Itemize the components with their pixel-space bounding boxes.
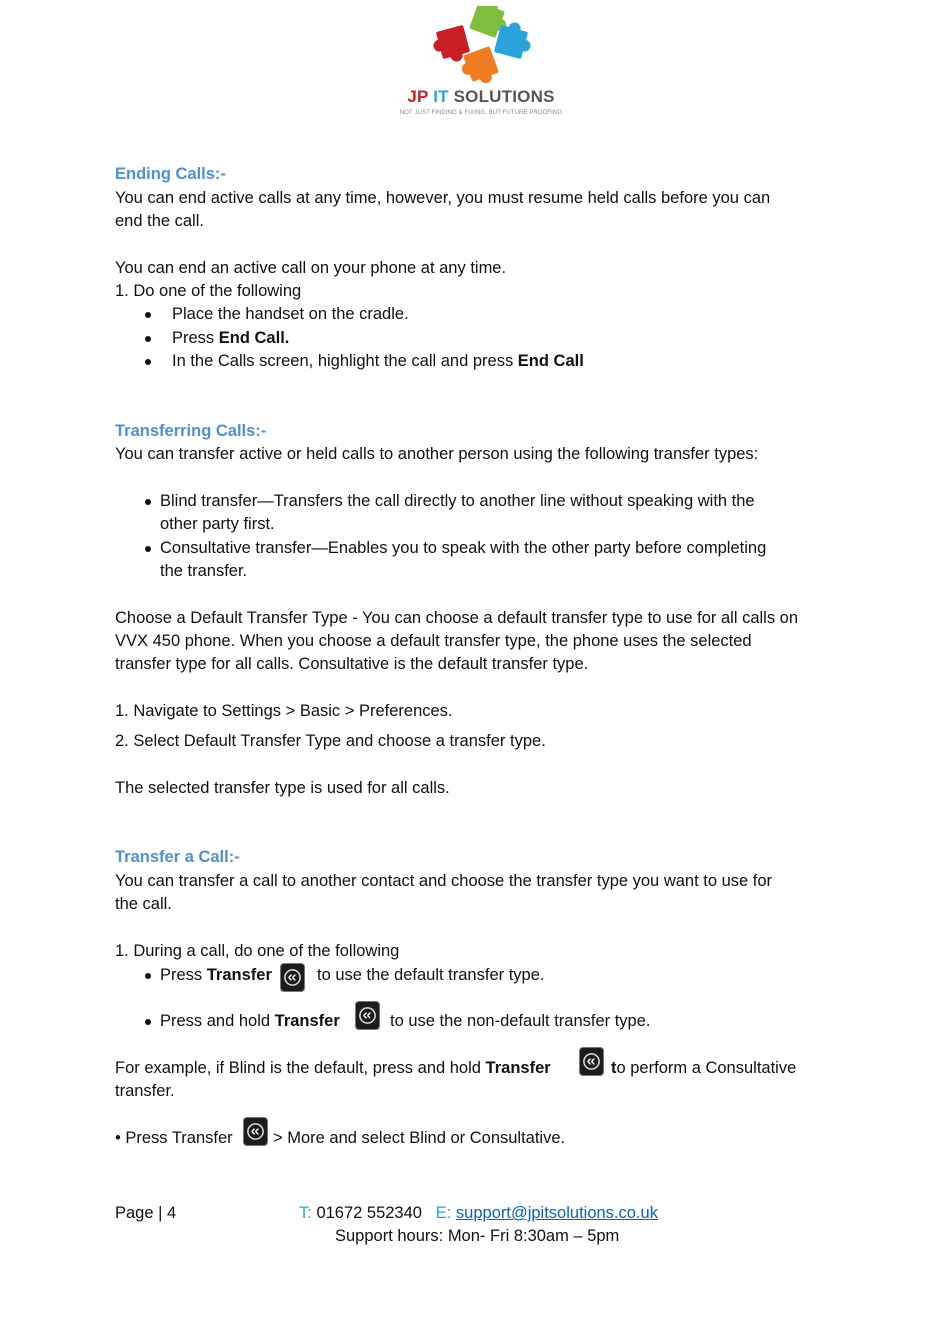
bullet-dot bbox=[145, 973, 151, 979]
bullet-dot bbox=[145, 499, 151, 505]
bullet-item bbox=[145, 303, 151, 326]
bullet-text: to use the non-default transfer type. bbox=[390, 1012, 651, 1030]
bullet-item bbox=[145, 1010, 151, 1033]
bullet-text: Place the handset on the cradle. bbox=[172, 305, 409, 323]
puzzle-logo-icon bbox=[433, 6, 533, 86]
paragraph: You can end an active call on your phone at any time. bbox=[115, 259, 507, 277]
paragraph-line: • Press Transfer bbox=[115, 1129, 233, 1147]
paragraph-line: end the call. bbox=[115, 212, 204, 230]
bullet-item bbox=[145, 490, 151, 513]
transfer-icon bbox=[579, 1047, 604, 1076]
bullet-item bbox=[145, 964, 151, 987]
paragraph: The selected transfer type is used for all calls. bbox=[115, 779, 450, 797]
step-item: 1. Navigate to Settings > Basic > Preferences. bbox=[115, 702, 453, 720]
heading-ending-calls: Ending Calls:- bbox=[115, 165, 226, 183]
bullet-text: the transfer. bbox=[160, 562, 248, 580]
paragraph-line: You can end active calls at any time, however, you must resume held calls before you can bbox=[115, 189, 771, 207]
bullet-item bbox=[145, 327, 151, 350]
transfer-icon bbox=[243, 1117, 268, 1146]
paragraph-line: VVX 450 phone. When you choose a default transfer type, the phone uses the selected bbox=[115, 632, 752, 650]
paragraph-line: You can transfer a call to another contact and choose the transfer type you want to use for bbox=[115, 872, 773, 890]
paragraph: You can transfer active or held calls to another person using the following transfer types: bbox=[115, 445, 759, 463]
bullet-text: other party first. bbox=[160, 515, 275, 533]
footer-support-hours: Support hours: Mon- Fri 8:30am – 5pm bbox=[335, 1227, 620, 1245]
step-item: 1. During a call, do one of the following bbox=[115, 942, 400, 960]
footer-phone: 01672 552340 bbox=[316, 1204, 422, 1222]
bullet-text: to use the default transfer type. bbox=[317, 966, 545, 984]
bullet-text: Press and hold Transfer bbox=[160, 1012, 340, 1030]
bullet-dot bbox=[145, 336, 151, 342]
heading-transferring-calls: Transferring Calls:- bbox=[115, 422, 267, 440]
bullet-text: In the Calls screen, highlight the call and press End Call bbox=[172, 352, 584, 370]
bullet-text: Press End Call. bbox=[172, 329, 290, 347]
bullet-text: Blind transfer—Transfers the call directly to another line without speaking with the bbox=[160, 492, 755, 510]
paragraph-line: Choose a Default Transfer Type - You can choose a default transfer type to use for all calls on bbox=[115, 609, 799, 627]
bullet-text: Consultative transfer—Enables you to speak with the other party before completing bbox=[160, 539, 767, 557]
bullet-dot bbox=[145, 359, 151, 365]
paragraph-line: to perform a Consultative bbox=[611, 1059, 797, 1077]
company-logo bbox=[395, 6, 585, 116]
footer-email-link[interactable]: support@jpitsolutions.co.uk bbox=[455, 1204, 658, 1222]
bullet-item bbox=[145, 537, 151, 560]
bullet-text: Press Transfer bbox=[160, 966, 272, 984]
bullet-dot bbox=[145, 1019, 151, 1025]
paragraph-line: transfer type for all calls. Consultative is the default transfer type. bbox=[115, 655, 589, 673]
footer-contact: T: 01672 552340 E: support@jpitsolutions.co.uk bbox=[299, 1204, 658, 1222]
heading-transfer-a-call: Transfer a Call:- bbox=[115, 848, 240, 866]
paragraph-line: For example, if Blind is the default, press and hold Transfer bbox=[115, 1059, 551, 1077]
step-item: 2. Select Default Transfer Type and choose a transfer type. bbox=[115, 732, 546, 750]
paragraph-line: transfer. bbox=[115, 1082, 175, 1100]
transfer-icon bbox=[280, 963, 305, 992]
bullet-dot bbox=[145, 312, 151, 318]
step-item: 1. Do one of the following bbox=[115, 282, 302, 300]
paragraph-line: > More and select Blind or Consultative. bbox=[273, 1129, 566, 1147]
paragraph-line: the call. bbox=[115, 895, 172, 913]
logo-title: JP IT SOLUTIONS bbox=[407, 87, 555, 106]
logo-tagline: NOT JUST FINDING & FIXING, BUT FUTURE PROOFING bbox=[399, 110, 563, 116]
transfer-icon bbox=[355, 1001, 380, 1030]
bullet-item bbox=[145, 350, 151, 373]
bullet-dot bbox=[145, 546, 151, 552]
page-number: Page | 4 bbox=[115, 1204, 177, 1222]
